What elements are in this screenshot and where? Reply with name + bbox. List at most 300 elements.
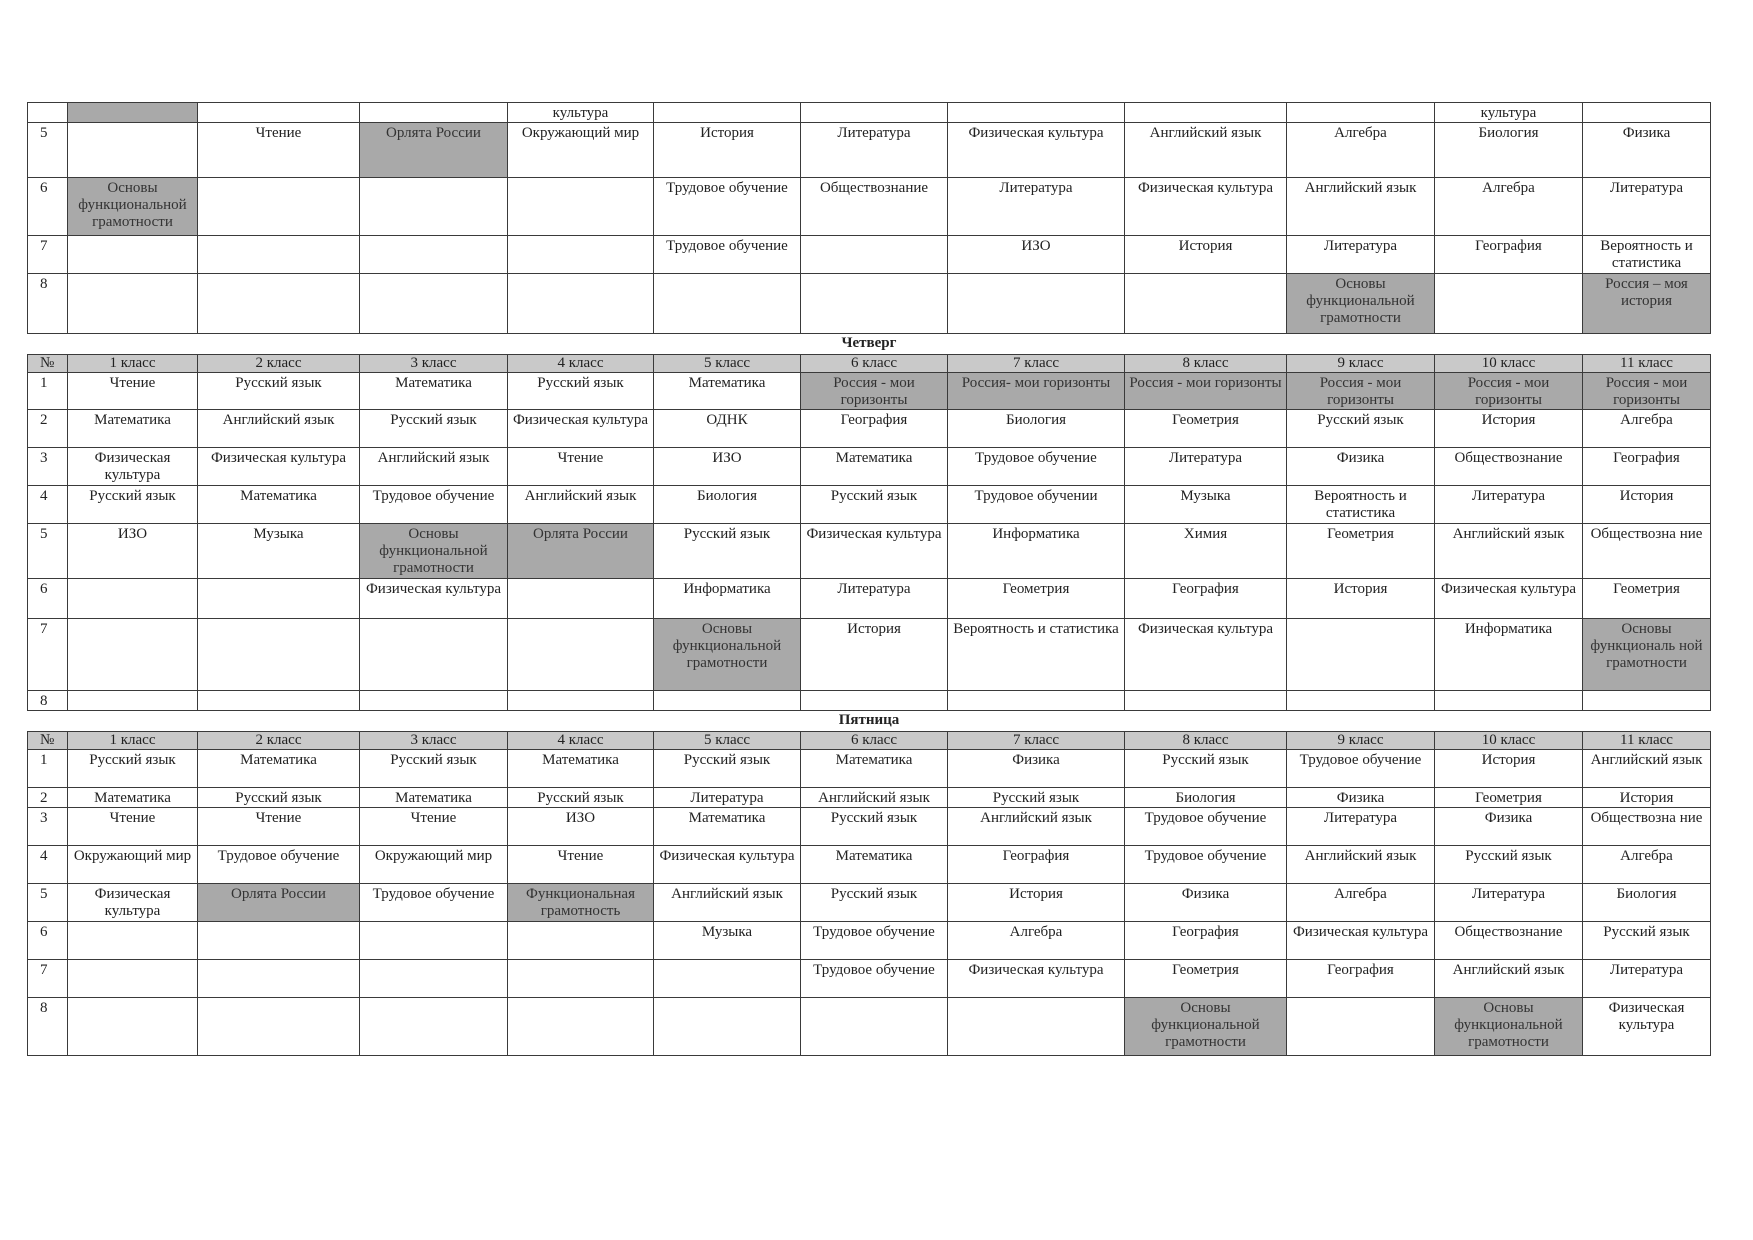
- lesson-cell: Трудовое обучении: [948, 486, 1125, 524]
- schedule-table: [27, 102, 1711, 1056]
- header-class: 10 класс: [1435, 732, 1583, 750]
- table-row: [28, 884, 1711, 922]
- lesson-cell: [948, 274, 1125, 334]
- lesson-cell: Физическая культура: [68, 884, 198, 922]
- lesson-cell: Русский язык: [68, 750, 198, 788]
- lesson-cell: [1125, 691, 1287, 711]
- lesson-cell: Трудовое обучение: [801, 960, 948, 998]
- header-number: №: [28, 355, 68, 373]
- header-class: 7 класс: [948, 732, 1125, 750]
- lesson-cell: [360, 960, 508, 998]
- lesson-cell: [68, 960, 198, 998]
- lesson-cell: [508, 274, 654, 334]
- lesson-cell: [68, 619, 198, 691]
- lesson-cell: Трудовое обучение: [1125, 846, 1287, 884]
- table-row: [28, 236, 1711, 274]
- table-row: [28, 448, 1711, 486]
- lesson-cell: [198, 579, 360, 619]
- lesson-cell: Информатика: [948, 524, 1125, 579]
- lesson-number: 7: [28, 619, 68, 691]
- lesson-cell: Чтение: [508, 448, 654, 486]
- lesson-cell: [654, 274, 801, 334]
- lesson-cell: Вероятность и статистика: [948, 619, 1125, 691]
- lesson-cell: [948, 103, 1125, 123]
- lesson-cell: [68, 274, 198, 334]
- lesson-cell: [68, 998, 198, 1056]
- table-row: [28, 274, 1711, 334]
- lesson-cell: Английский язык: [654, 884, 801, 922]
- header-class: 6 класс: [801, 355, 948, 373]
- lesson-number: 7: [28, 236, 68, 274]
- lesson-cell: Окружающий мир: [360, 846, 508, 884]
- header-class: 11 класс: [1583, 732, 1711, 750]
- lesson-cell: Трудовое обучение: [654, 236, 801, 274]
- column-header-row: [28, 732, 1711, 750]
- lesson-cell: Математика: [801, 448, 948, 486]
- lesson-cell: Физическая культура: [654, 846, 801, 884]
- lesson-cell: [508, 178, 654, 236]
- lesson-cell: [1435, 274, 1583, 334]
- lesson-cell: Физика: [1583, 123, 1711, 178]
- table-row: [28, 579, 1711, 619]
- lesson-cell: [360, 619, 508, 691]
- lesson-cell: Россия - мои горизонты: [801, 373, 948, 410]
- lesson-number: 2: [28, 788, 68, 808]
- lesson-cell: Обществознание: [1435, 448, 1583, 486]
- lesson-cell: Физическая культура: [1287, 922, 1435, 960]
- lesson-cell: Русский язык: [198, 373, 360, 410]
- lesson-cell: ОДНК: [654, 410, 801, 448]
- lesson-cell: Литература: [1125, 448, 1287, 486]
- lesson-cell: Обществознание: [801, 178, 948, 236]
- lesson-cell: Русский язык: [68, 486, 198, 524]
- lesson-cell: [654, 103, 801, 123]
- lesson-cell: Физическая культура: [508, 410, 654, 448]
- lesson-cell: Геометрия: [1435, 788, 1583, 808]
- lesson-cell: [68, 579, 198, 619]
- lesson-cell: Физическая культура: [1125, 178, 1287, 236]
- header-class: 1 класс: [68, 355, 198, 373]
- lesson-cell: [198, 236, 360, 274]
- lesson-cell: культура: [508, 103, 654, 123]
- lesson-cell: Английский язык: [1583, 750, 1711, 788]
- lesson-cell: Россия – моя история: [1583, 274, 1711, 334]
- lesson-cell: [948, 998, 1125, 1056]
- lesson-cell: [198, 691, 360, 711]
- lesson-cell: Трудовое обучение: [1125, 808, 1287, 846]
- lesson-cell: культура: [1435, 103, 1583, 123]
- header-class: 7 класс: [948, 355, 1125, 373]
- header-number: №: [28, 732, 68, 750]
- lesson-cell: Литература: [801, 123, 948, 178]
- header-class: 3 класс: [360, 355, 508, 373]
- lesson-cell: Русский язык: [1435, 846, 1583, 884]
- table-row: [28, 524, 1711, 579]
- lesson-cell: Геометрия: [1287, 524, 1435, 579]
- lesson-cell: Функциональная грамотность: [508, 884, 654, 922]
- lesson-cell: Литература: [1435, 486, 1583, 524]
- header-class: 10 класс: [1435, 355, 1583, 373]
- lesson-cell: Физическая культура: [198, 448, 360, 486]
- lesson-cell: [198, 922, 360, 960]
- lesson-cell: Алгебра: [1583, 846, 1711, 884]
- lesson-cell: [654, 998, 801, 1056]
- lesson-number: [28, 103, 68, 123]
- lesson-cell: Геометрия: [1125, 960, 1287, 998]
- lesson-cell: Английский язык: [360, 448, 508, 486]
- lesson-cell: Алгебра: [948, 922, 1125, 960]
- lesson-number: 2: [28, 410, 68, 448]
- day-title: Четверг: [28, 334, 1711, 355]
- lesson-cell: Литература: [1583, 960, 1711, 998]
- lesson-cell: Основы функциональной грамотности: [68, 178, 198, 236]
- lesson-cell: Русский язык: [654, 750, 801, 788]
- lesson-number: 6: [28, 579, 68, 619]
- lesson-cell: [948, 691, 1125, 711]
- lesson-cell: ИЗО: [68, 524, 198, 579]
- lesson-cell: [801, 236, 948, 274]
- lesson-cell: Орлята России: [198, 884, 360, 922]
- lesson-cell: Геометрия: [948, 579, 1125, 619]
- lesson-cell: [360, 103, 508, 123]
- lesson-cell: [801, 103, 948, 123]
- lesson-cell: Чтение: [68, 373, 198, 410]
- lesson-cell: Трудовое обучение: [801, 922, 948, 960]
- lesson-cell: Основы функциональной грамотности: [1125, 998, 1287, 1056]
- lesson-cell: Литература: [654, 788, 801, 808]
- lesson-cell: Физика: [1125, 884, 1287, 922]
- lesson-cell: [68, 922, 198, 960]
- table-row: [28, 808, 1711, 846]
- lesson-cell: Русский язык: [1583, 922, 1711, 960]
- lesson-cell: История: [801, 619, 948, 691]
- lesson-cell: [654, 691, 801, 711]
- table-row: [28, 103, 1711, 123]
- table-row: [28, 922, 1711, 960]
- lesson-cell: Основы функциональной грамотности: [1287, 274, 1435, 334]
- lesson-cell: Информатика: [654, 579, 801, 619]
- lesson-cell: Физическая культура: [948, 960, 1125, 998]
- lesson-cell: [508, 998, 654, 1056]
- lesson-cell: [68, 236, 198, 274]
- table-row: [28, 486, 1711, 524]
- table-row: [28, 373, 1711, 410]
- lesson-cell: История: [1435, 750, 1583, 788]
- lesson-cell: Окружающий мир: [508, 123, 654, 178]
- lesson-cell: [198, 998, 360, 1056]
- header-class: 3 класс: [360, 732, 508, 750]
- lesson-cell: [68, 691, 198, 711]
- lesson-cell: [508, 579, 654, 619]
- lesson-cell: [1287, 998, 1435, 1056]
- table-row: [28, 750, 1711, 788]
- lesson-cell: Литература: [801, 579, 948, 619]
- lesson-cell: Трудовое обучение: [948, 448, 1125, 486]
- lesson-number: 5: [28, 884, 68, 922]
- header-class: 9 класс: [1287, 355, 1435, 373]
- lesson-cell: [360, 691, 508, 711]
- lesson-cell: Физическая культура: [801, 524, 948, 579]
- header-class: 2 класс: [198, 732, 360, 750]
- lesson-cell: Русский язык: [801, 486, 948, 524]
- lesson-cell: Русский язык: [198, 788, 360, 808]
- lesson-cell: Химия: [1125, 524, 1287, 579]
- lesson-cell: Чтение: [360, 808, 508, 846]
- lesson-number: 1: [28, 373, 68, 410]
- lesson-cell: Основы функциональ ной грамотности: [1583, 619, 1711, 691]
- lesson-cell: [360, 178, 508, 236]
- lesson-cell: Трудовое обучение: [1287, 750, 1435, 788]
- lesson-cell: Русский язык: [948, 788, 1125, 808]
- lesson-cell: История: [654, 123, 801, 178]
- lesson-cell: География: [801, 410, 948, 448]
- lesson-cell: Биология: [1583, 884, 1711, 922]
- lesson-cell: История: [1125, 236, 1287, 274]
- lesson-number: 3: [28, 448, 68, 486]
- lesson-cell: [198, 274, 360, 334]
- lesson-cell: Обществозна ние: [1583, 524, 1711, 579]
- lesson-cell: [198, 103, 360, 123]
- lesson-cell: Трудовое обучение: [654, 178, 801, 236]
- lesson-cell: Обществознание: [1435, 922, 1583, 960]
- table-row: [28, 998, 1711, 1056]
- table-row: [28, 410, 1711, 448]
- lesson-cell: Физическая культура: [360, 579, 508, 619]
- lesson-cell: География: [1583, 448, 1711, 486]
- lesson-cell: Русский язык: [508, 373, 654, 410]
- lesson-number: 5: [28, 123, 68, 178]
- lesson-cell: [508, 236, 654, 274]
- lesson-cell: Русский язык: [360, 410, 508, 448]
- lesson-cell: Основы функциональной грамотности: [654, 619, 801, 691]
- lesson-cell: Геометрия: [1583, 579, 1711, 619]
- lesson-cell: Физическая культура: [68, 448, 198, 486]
- lesson-cell: [654, 960, 801, 998]
- lesson-cell: Английский язык: [508, 486, 654, 524]
- lesson-cell: Орлята России: [360, 123, 508, 178]
- lesson-cell: Физика: [948, 750, 1125, 788]
- lesson-cell: Математика: [654, 373, 801, 410]
- lesson-cell: Литература: [1287, 808, 1435, 846]
- header-class: 11 класс: [1583, 355, 1711, 373]
- lesson-cell: Литература: [948, 178, 1125, 236]
- lesson-cell: Основы функциональной грамотности: [1435, 998, 1583, 1056]
- lesson-cell: [508, 960, 654, 998]
- lesson-cell: Музыка: [198, 524, 360, 579]
- lesson-number: 4: [28, 486, 68, 524]
- lesson-number: 7: [28, 960, 68, 998]
- lesson-cell: Математика: [654, 808, 801, 846]
- lesson-cell: [508, 691, 654, 711]
- day-title-row: [28, 334, 1711, 355]
- header-class: 4 класс: [508, 732, 654, 750]
- lesson-cell: Окружающий мир: [68, 846, 198, 884]
- lesson-cell: Математика: [68, 788, 198, 808]
- lesson-cell: Русский язык: [801, 808, 948, 846]
- lesson-cell: Чтение: [68, 808, 198, 846]
- lesson-cell: ИЗО: [654, 448, 801, 486]
- table-row: [28, 691, 1711, 711]
- lesson-cell: ИЗО: [508, 808, 654, 846]
- header-class: 9 класс: [1287, 732, 1435, 750]
- lesson-cell: Музыка: [1125, 486, 1287, 524]
- lesson-cell: Литература: [1287, 236, 1435, 274]
- lesson-cell: Биология: [1435, 123, 1583, 178]
- lesson-cell: [1287, 103, 1435, 123]
- lesson-cell: [360, 998, 508, 1056]
- day-title: Пятница: [28, 711, 1711, 732]
- day-title-row: [28, 711, 1711, 732]
- lesson-cell: География: [1287, 960, 1435, 998]
- lesson-cell: [1125, 274, 1287, 334]
- header-class: 6 класс: [801, 732, 948, 750]
- lesson-cell: История: [1435, 410, 1583, 448]
- lesson-cell: Математика: [801, 846, 948, 884]
- lesson-cell: [68, 123, 198, 178]
- lesson-cell: Русский язык: [1287, 410, 1435, 448]
- lesson-cell: [1287, 619, 1435, 691]
- table-row: [28, 178, 1711, 236]
- lesson-cell: Биология: [948, 410, 1125, 448]
- lesson-number: 4: [28, 846, 68, 884]
- lesson-cell: Биология: [1125, 788, 1287, 808]
- lesson-cell: [198, 178, 360, 236]
- lesson-cell: Музыка: [654, 922, 801, 960]
- lesson-cell: ИЗО: [948, 236, 1125, 274]
- lesson-cell: Математика: [198, 486, 360, 524]
- lesson-number: 5: [28, 524, 68, 579]
- lesson-cell: Россия - мои горизонты: [1435, 373, 1583, 410]
- lesson-cell: Физическая культура: [1125, 619, 1287, 691]
- table-row: [28, 123, 1711, 178]
- lesson-number: 3: [28, 808, 68, 846]
- lesson-cell: Английский язык: [801, 788, 948, 808]
- lesson-cell: Английский язык: [1125, 123, 1287, 178]
- lesson-cell: География: [1125, 579, 1287, 619]
- lesson-cell: [1435, 691, 1583, 711]
- lesson-cell: Физика: [1435, 808, 1583, 846]
- lesson-cell: [801, 274, 948, 334]
- lesson-cell: Вероятность и статистика: [1583, 236, 1711, 274]
- lesson-cell: Литература: [1583, 178, 1711, 236]
- table-row: [28, 960, 1711, 998]
- lesson-cell: Физическая культура: [948, 123, 1125, 178]
- lesson-cell: Русский язык: [360, 750, 508, 788]
- lesson-cell: [1287, 691, 1435, 711]
- lesson-cell: Трудовое обучение: [360, 884, 508, 922]
- header-class: 8 класс: [1125, 355, 1287, 373]
- lesson-cell: Чтение: [198, 808, 360, 846]
- lesson-cell: [801, 998, 948, 1056]
- lesson-cell: Алгебра: [1435, 178, 1583, 236]
- lesson-cell: Трудовое обучение: [360, 486, 508, 524]
- lesson-cell: [1125, 103, 1287, 123]
- lesson-cell: Россия - мои горизонты: [1125, 373, 1287, 410]
- lesson-cell: Математика: [801, 750, 948, 788]
- lesson-cell: [508, 619, 654, 691]
- lesson-cell: [1583, 691, 1711, 711]
- lesson-number: 6: [28, 178, 68, 236]
- lesson-cell: История: [1583, 788, 1711, 808]
- lesson-cell: Русский язык: [1125, 750, 1287, 788]
- schedule-sheet: [27, 102, 1710, 1056]
- lesson-cell: История: [1583, 486, 1711, 524]
- lesson-cell: Английский язык: [1287, 846, 1435, 884]
- lesson-number: 8: [28, 998, 68, 1056]
- lesson-cell: Физика: [1287, 788, 1435, 808]
- lesson-cell: Английский язык: [948, 808, 1125, 846]
- lesson-cell: История: [948, 884, 1125, 922]
- lesson-number: 1: [28, 750, 68, 788]
- lesson-cell: Английский язык: [1287, 178, 1435, 236]
- lesson-cell: Чтение: [508, 846, 654, 884]
- lesson-cell: География: [1125, 922, 1287, 960]
- lesson-cell: Английский язык: [198, 410, 360, 448]
- header-class: 5 класс: [654, 355, 801, 373]
- lesson-cell: Орлята России: [508, 524, 654, 579]
- lesson-cell: [360, 274, 508, 334]
- lesson-cell: [360, 236, 508, 274]
- lesson-cell: География: [948, 846, 1125, 884]
- header-class: 8 класс: [1125, 732, 1287, 750]
- lesson-cell: Английский язык: [1435, 960, 1583, 998]
- lesson-cell: Литература: [1435, 884, 1583, 922]
- lesson-cell: История: [1287, 579, 1435, 619]
- table-row: [28, 788, 1711, 808]
- lesson-cell: Математика: [360, 788, 508, 808]
- lesson-cell: [198, 960, 360, 998]
- lesson-cell: Информатика: [1435, 619, 1583, 691]
- lesson-cell: Алгебра: [1287, 884, 1435, 922]
- lesson-cell: Вероятность и статистика: [1287, 486, 1435, 524]
- lesson-cell: Трудовое обучение: [198, 846, 360, 884]
- lesson-cell: [508, 922, 654, 960]
- lesson-cell: [1583, 103, 1711, 123]
- lesson-cell: Русский язык: [508, 788, 654, 808]
- lesson-cell: [68, 103, 198, 123]
- lesson-cell: Английский язык: [1435, 524, 1583, 579]
- lesson-cell: Россия- мои горизонты: [948, 373, 1125, 410]
- lesson-cell: Алгебра: [1583, 410, 1711, 448]
- header-class: 4 класс: [508, 355, 654, 373]
- lesson-cell: Физическая культура: [1583, 998, 1711, 1056]
- lesson-cell: Русский язык: [654, 524, 801, 579]
- header-class: 1 класс: [68, 732, 198, 750]
- lesson-cell: Физика: [1287, 448, 1435, 486]
- table-row: [28, 846, 1711, 884]
- lesson-number: 8: [28, 691, 68, 711]
- lesson-cell: Биология: [654, 486, 801, 524]
- lesson-cell: Основы функциональной грамотности: [360, 524, 508, 579]
- lesson-cell: Математика: [68, 410, 198, 448]
- lesson-cell: [801, 691, 948, 711]
- lesson-cell: [360, 922, 508, 960]
- lesson-cell: Математика: [508, 750, 654, 788]
- lesson-cell: География: [1435, 236, 1583, 274]
- column-header-row: [28, 355, 1711, 373]
- lesson-cell: Алгебра: [1287, 123, 1435, 178]
- lesson-cell: Математика: [198, 750, 360, 788]
- lesson-number: 8: [28, 274, 68, 334]
- lesson-cell: Русский язык: [801, 884, 948, 922]
- lesson-cell: Россия - мои горизонты: [1287, 373, 1435, 410]
- lesson-cell: Чтение: [198, 123, 360, 178]
- lesson-cell: Физическая культура: [1435, 579, 1583, 619]
- lesson-cell: Математика: [360, 373, 508, 410]
- lesson-cell: Обществозна ние: [1583, 808, 1711, 846]
- lesson-number: 6: [28, 922, 68, 960]
- lesson-cell: [198, 619, 360, 691]
